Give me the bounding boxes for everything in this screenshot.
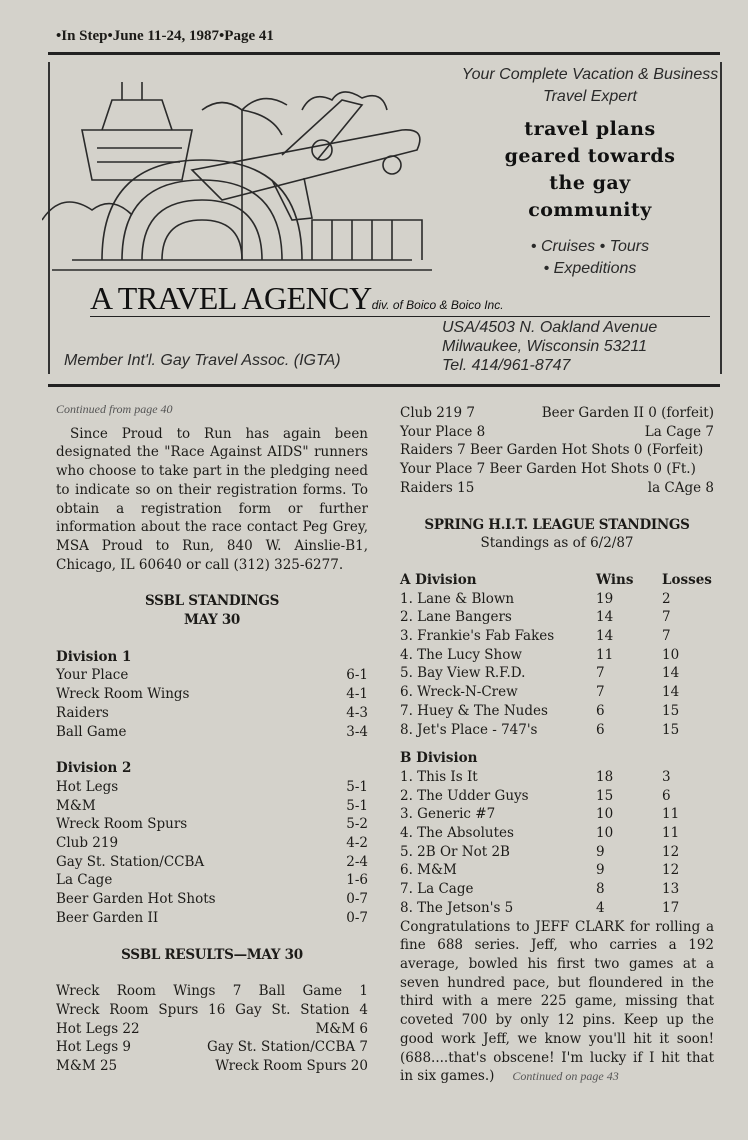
table-row	[400, 880, 714, 899]
team-name: 6. M&M	[400, 862, 457, 879]
division-2-list	[56, 778, 368, 928]
standing-row	[56, 666, 368, 685]
team-losses: 17	[662, 899, 680, 916]
result-line	[400, 423, 714, 442]
team-name: 8. The Jetson's 5	[400, 899, 514, 916]
team-name: Beer Garden Hot Shots	[56, 891, 216, 908]
table-header-row	[400, 571, 714, 590]
agency-subtitle: div. of Boico & Boico Inc.	[371, 298, 504, 312]
team-name: 2. The Udder Guys	[400, 787, 529, 804]
team-losses: 2	[662, 590, 671, 607]
table-row	[400, 702, 714, 721]
result-line	[400, 479, 714, 498]
table-header-row	[400, 749, 714, 768]
table-row	[400, 787, 714, 806]
standing-row	[56, 871, 368, 890]
table-row	[400, 664, 714, 683]
note-text: Congratulations to JEFF CLARK for rolling a fine 688 series. Jeff, who carries a 192 average, bowled his first two games at a seven hundred pace, but floundered in the third with a mere 225 game, missing that coveted 700 by only 12 pins. Keep up the good work Jeff, we know you'll hit it soon! (688....that's obscene! I'm lucky if I hit that in six games.)	[400, 918, 714, 1085]
losses-header: Losses	[662, 571, 712, 588]
result-line	[56, 1020, 368, 1039]
wins-header: Wins	[596, 571, 634, 588]
team-losses: 11	[662, 806, 680, 823]
team-losses: 6	[662, 787, 671, 804]
headline-line: the gay	[549, 172, 631, 194]
b-division-table	[400, 749, 714, 917]
team-wins: 9	[596, 843, 605, 860]
address-line: USA/4503 N. Oakland Avenue	[442, 319, 658, 336]
team-wins: 10	[596, 825, 614, 842]
team-losses: 7	[662, 628, 671, 645]
team-record: 0-7	[346, 909, 368, 926]
team-losses: 14	[662, 684, 680, 701]
agency-name	[90, 280, 504, 317]
team-name: Your Place	[56, 667, 129, 684]
standing-row	[56, 723, 368, 742]
team-wins: 14	[596, 628, 614, 645]
team-name: 6. Wreck-N-Crew	[400, 684, 518, 701]
team-losses: 13	[662, 881, 680, 898]
masthead-line: •In Step•June 11-24, 1987•Page 41	[56, 28, 274, 44]
ssbl-standings-title: SSBL STANDINGS	[144, 593, 280, 610]
standing-row	[56, 704, 368, 723]
left-column	[56, 400, 368, 1076]
ssbl-results-title: SSBL RESULTS—MAY 30	[121, 946, 303, 963]
ad-tagline: Your Complete Vacation & Business Travel Expert	[461, 66, 719, 105]
team-record: 5-1	[346, 797, 368, 814]
team-name: 1. Lane & Blown	[400, 590, 515, 607]
standing-row	[56, 685, 368, 704]
team-name: 1. This Is It	[400, 768, 478, 785]
table-row	[400, 683, 714, 702]
team-wins: 6	[596, 702, 605, 719]
result-line: Wreck Room Wings 7 Ball Game 1	[56, 983, 368, 1000]
result-loser: la CAge 8	[647, 479, 714, 496]
team-losses: 11	[662, 825, 680, 842]
table-row	[400, 646, 714, 665]
ad-services	[460, 236, 720, 280]
services-line: • Expeditions	[543, 260, 637, 277]
team-losses: 7	[662, 609, 671, 626]
team-record: 4-2	[346, 835, 368, 852]
result-loser: La Cage 7	[644, 423, 714, 440]
result-winner: Raiders 15	[400, 479, 475, 496]
address-line: Milwaukee, Wisconsin 53211	[442, 338, 647, 355]
team-record: 4-3	[346, 704, 368, 721]
standing-row	[56, 797, 368, 816]
team-wins: 6	[596, 721, 605, 738]
ad-headline	[460, 116, 720, 224]
team-name: 2. Lane Bangers	[400, 609, 512, 626]
team-losses: 15	[662, 702, 680, 719]
result-loser: Wreck Room Spurs 20	[215, 1058, 368, 1075]
travel-agency-ad	[48, 62, 722, 374]
team-name: M&M	[56, 797, 96, 814]
team-wins: 15	[596, 787, 614, 804]
ad-copy	[460, 62, 720, 280]
result-line	[56, 1057, 368, 1076]
team-losses: 3	[662, 768, 671, 785]
team-name: 4. The Lucy Show	[400, 646, 522, 663]
continued-on: Continued on page 43	[512, 1069, 619, 1084]
continued-from: Continued from page 40	[56, 402, 173, 416]
services-line: • Cruises • Tours	[530, 238, 650, 255]
team-record: 3-4	[346, 723, 368, 740]
team-wins: 9	[596, 862, 605, 879]
hit-league-subtitle: Standings as of 6/2/87	[480, 535, 634, 552]
team-losses: 12	[662, 862, 680, 879]
team-name: Wreck Room Wings	[56, 686, 190, 703]
result-winner: Your Place 8	[400, 423, 486, 440]
team-wins: 4	[596, 899, 605, 916]
division-2-label: Division 2	[56, 760, 132, 777]
table-row	[400, 861, 714, 880]
travel-illustration	[42, 70, 442, 280]
table-row	[400, 768, 714, 787]
result-loser: M&M 6	[315, 1020, 368, 1037]
standing-row	[56, 815, 368, 834]
result-loser: Gay St. Station/CCBA 7	[206, 1039, 368, 1056]
team-wins: 8	[596, 881, 605, 898]
standing-row	[56, 834, 368, 853]
result-line	[400, 404, 714, 423]
division-1-label: Division 1	[56, 648, 132, 665]
team-name: 5. 2B Or Not 2B	[400, 843, 510, 860]
a-division-table	[400, 571, 714, 739]
team-name: Beer Garden II	[56, 909, 159, 926]
team-record: 5-2	[346, 816, 368, 833]
team-wins: 11	[596, 646, 614, 663]
division-1-list	[56, 666, 368, 741]
team-name: 3. Frankie's Fab Fakes	[400, 628, 555, 645]
team-name: Gay St. Station/CCBA	[56, 853, 205, 870]
team-losses: 14	[662, 665, 680, 682]
team-name: Hot Legs	[56, 778, 119, 795]
headline-line: community	[528, 199, 652, 221]
team-record: 2-4	[346, 853, 368, 870]
ad-bottom-rule	[48, 384, 720, 387]
table-row	[400, 899, 714, 918]
team-record: 5-1	[346, 778, 368, 795]
team-name: 7. La Cage	[400, 881, 474, 898]
team-wins: 14	[596, 609, 614, 626]
team-wins: 7	[596, 684, 605, 701]
team-name: Wreck Room Spurs	[56, 816, 188, 833]
result-loser: Beer Garden II 0 (forfeit)	[541, 405, 714, 421]
proud-to-run-paragraph: Since Proud to Run has again been designated the "Race Against AIDS" runners who choose to take part in the pledging need to indicate so on their registration forms. To obtain a registration form or further information about the race contact Peg Grey, MSA Proud to Run, 840 W. Ainslie-B1, Chicago, IL 60640 or call (312) 325-6277.	[56, 425, 368, 573]
team-name: 7. Huey & The Nudes	[400, 702, 548, 719]
standing-row	[56, 853, 368, 872]
team-record: 1-6	[346, 872, 368, 889]
jeff-clark-note	[400, 918, 714, 1086]
a-division-label: A Division	[400, 571, 477, 588]
team-name: La Cage	[56, 872, 113, 889]
team-name: 8. Jet's Place - 747's	[400, 721, 538, 738]
result-winner: Hot Legs 22	[56, 1020, 140, 1037]
b-division-label: B Division	[400, 750, 478, 767]
top-rule	[48, 52, 720, 55]
team-name: 4. The Absolutes	[400, 825, 514, 842]
team-wins: 18	[596, 768, 614, 785]
table-row	[400, 824, 714, 843]
phone-line: Tel. 414/961-8747	[442, 357, 571, 374]
team-name: Club 219	[56, 835, 119, 852]
team-wins: 10	[596, 806, 614, 823]
team-name: Raiders	[56, 704, 109, 721]
ssbl-standings-date: MAY 30	[183, 612, 241, 629]
hit-league-title: SPRING H.I.T. LEAGUE STANDINGS	[424, 516, 690, 533]
result-line: Your Place 7 Beer Garden Hot Shots 0 (Ft.)	[400, 461, 696, 478]
result-line: Raiders 7 Beer Garden Hot Shots 0 (Forfeit)	[400, 442, 704, 459]
table-row	[400, 627, 714, 646]
table-row	[400, 608, 714, 627]
headline-line: travel plans	[524, 118, 656, 140]
standing-row	[56, 890, 368, 909]
table-row	[400, 721, 714, 740]
standing-row	[56, 778, 368, 797]
result-winner: Club 219 7	[400, 405, 475, 421]
table-row	[400, 590, 714, 609]
right-column	[400, 404, 714, 1086]
team-record: 6-1	[346, 667, 368, 684]
standing-row	[56, 909, 368, 928]
team-name: 3. Generic #7	[400, 806, 496, 823]
team-record: 0-7	[346, 891, 368, 908]
agency-address	[442, 318, 657, 375]
team-record: 4-1	[346, 686, 368, 703]
team-losses: 15	[662, 721, 680, 738]
result-line	[56, 1038, 368, 1057]
team-name: Ball Game	[56, 723, 127, 740]
team-losses: 12	[662, 843, 680, 860]
result-winner: Hot Legs 9	[56, 1039, 132, 1056]
table-row	[400, 805, 714, 824]
team-wins: 7	[596, 665, 605, 682]
agency-name-text: A TRAVEL AGENCY	[90, 280, 372, 316]
headline-line: geared towards	[504, 145, 676, 167]
igta-membership: Member Int'l. Gay Travel Assoc. (IGTA)	[64, 352, 341, 369]
result-line: Wreck Room Spurs 16 Gay St. Station 4	[56, 1001, 368, 1018]
team-name: 5. Bay View R.F.D.	[400, 665, 526, 682]
team-losses: 10	[662, 646, 680, 663]
result-winner: M&M 25	[56, 1058, 118, 1075]
agency-underline	[90, 316, 710, 317]
table-row	[400, 843, 714, 862]
team-wins: 19	[596, 590, 614, 607]
